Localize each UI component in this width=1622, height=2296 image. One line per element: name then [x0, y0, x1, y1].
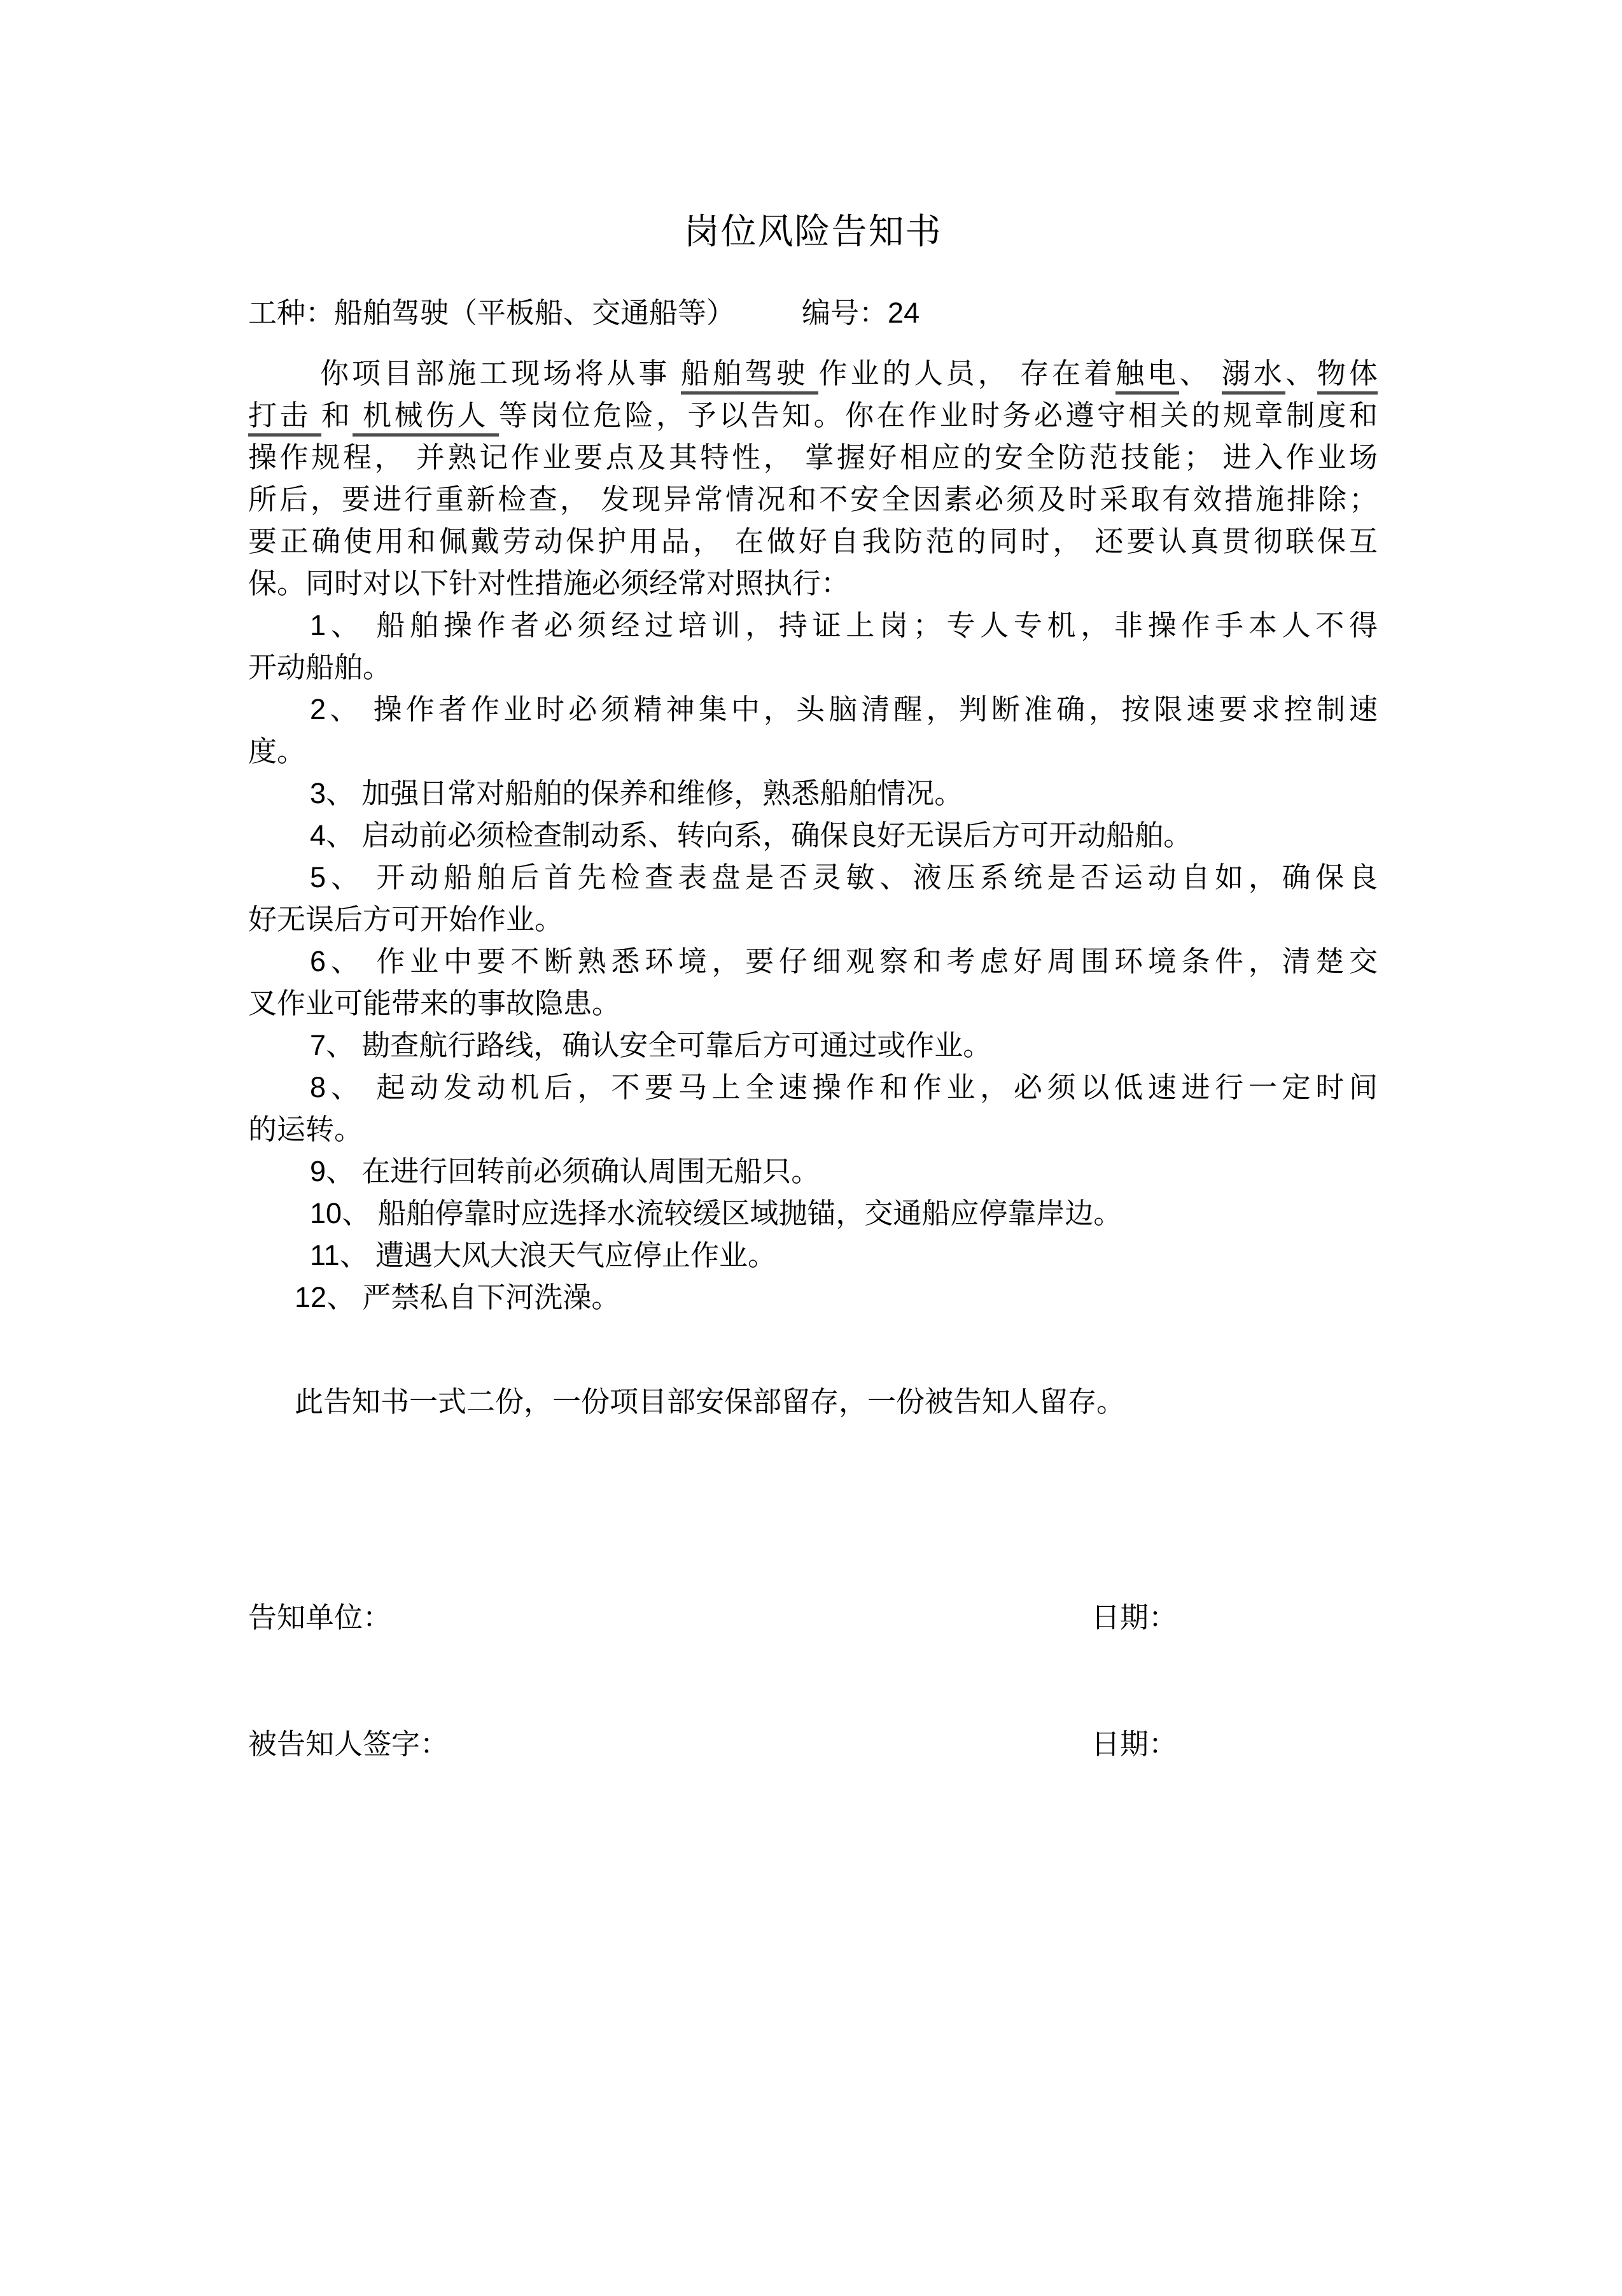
- list-item-line: 9、 在进行回转前必须确认周围无船只。: [310, 1155, 820, 1187]
- paragraph-line: [248, 353, 1378, 395]
- document-title: 岗位风险告知书: [683, 213, 942, 252]
- text-segment: 你项目部施工现场将从事: [320, 358, 681, 389]
- text-segment: 要正确使用和佩戴劳动保护用品， 在做好自我防范的同时， 还要认真贯彻联保互: [248, 526, 1378, 557]
- item-number: 8: [310, 1071, 326, 1103]
- list-item-line: 10、 船舶停靠时应选择水流较缓区域抛锚，交通船应停靠岸边。: [310, 1197, 1122, 1229]
- item-number: 4: [310, 819, 326, 851]
- notify-unit-label: 告知单位：: [248, 1602, 392, 1634]
- text-segment: 、: [1285, 358, 1317, 389]
- document-content: [248, 0, 1378, 1765]
- underlined-hazard-term: 机械伤人: [353, 400, 498, 437]
- continuation-line: 叉作业可能带来的事故隐患。: [248, 988, 621, 1019]
- item-number: 1: [310, 609, 326, 641]
- list-item-line: 11、 遭遇大风大浪天气应停止作业。: [310, 1239, 776, 1271]
- list-item-line: 6、 作业中要不断熟悉环境，要仔细观察和考虑好周围环境条件，清楚交: [310, 945, 1378, 977]
- underlined-hazard-term: 打击: [248, 400, 321, 437]
- continuation-line: 的运转。: [248, 1114, 363, 1145]
- item-number: 9: [310, 1155, 326, 1187]
- text-segment: 操作规程， 并熟记作业要点及其特性， 掌握好相应的安全防范技能； 进入作业场: [248, 442, 1378, 473]
- signer-row: [248, 1723, 1378, 1765]
- list-item-line: 8、 起动发动机后，不要马上全速操作和作业，必须以低速进行一定时间: [310, 1071, 1378, 1103]
- list-item-line: 1、 船舶操作者必须经过培训，持证上岗；专人专机，非操作手本人不得: [310, 609, 1378, 641]
- list-item-line: 2、 操作者作业时必须精神集中，头脑清醒，判断准确，按限速要求控制速: [310, 693, 1378, 725]
- list-item-line: 7、 勘查航行路线，确认安全可靠后方可通过或作业。: [310, 1029, 992, 1061]
- serial-label: 编号：: [802, 297, 888, 329]
- paragraph-line: [248, 395, 1378, 437]
- text-segment: 、: [1179, 358, 1222, 389]
- signer-label: 被告知人签字：: [248, 1728, 449, 1760]
- body-text: [248, 353, 1378, 1319]
- list-item-line: 5、 开动船舶后首先检查表盘是否灵敏、液压系统是否运动自如，确保良: [310, 861, 1378, 893]
- underlined-hazard-term: 物体: [1317, 358, 1378, 395]
- text-segment: 作业的人员， 存在着: [818, 358, 1116, 389]
- item-number: 7: [310, 1029, 326, 1061]
- text-segment: 等岗位危险，予以告知。你在作业时务必遵守相关的规章制度和: [498, 400, 1378, 431]
- closing-note: 此告知书一式二份，一份项目部安保部留存，一份被告知人留存。: [295, 1386, 1126, 1418]
- paragraph-line: [248, 479, 1378, 521]
- list-item-line: 3、 加强日常对船舶的保养和维修，熟悉船舶情况。: [310, 777, 963, 809]
- item-number: 5: [310, 861, 326, 893]
- continuation-line: 开动船舶。: [248, 652, 392, 683]
- meta-line: [248, 292, 1378, 334]
- continuation-line: 度。: [248, 736, 306, 767]
- work-type-label: 工种：: [248, 297, 335, 329]
- underlined-hazard-term: 触电: [1115, 358, 1179, 395]
- item-number: 11: [310, 1239, 340, 1271]
- list-item-line: 12、 严禁私自下河洗澡。: [295, 1281, 620, 1313]
- list-item-line: 4、 启动前必须检查制动系、转向系，确保良好无误后方可开动船舶。: [310, 819, 1192, 851]
- date-label: 日期：: [1091, 1728, 1178, 1760]
- item-number: 6: [310, 945, 326, 977]
- item-number: 12: [295, 1281, 327, 1313]
- text-segment: 和: [321, 400, 353, 431]
- underlined-hazard-term: 溺水: [1222, 358, 1285, 395]
- paragraph-line: [248, 563, 1378, 605]
- underlined-hazard-term: 船舶驾驶: [681, 358, 819, 395]
- serial-value: 24: [888, 297, 920, 329]
- continuation-line: 好无误后方可开始作业。: [248, 904, 564, 935]
- paragraph-line: [248, 521, 1378, 563]
- notify-unit-row: [248, 1597, 1378, 1639]
- text-segment: 所后，要进行重新检查， 发现异常情况和不安全因素必须及时采取有效措施排除；: [248, 484, 1378, 515]
- item-number: 10: [310, 1197, 342, 1229]
- work-type-value: 船舶驾驶（平板船、交通船等）: [334, 297, 736, 329]
- item-number: 2: [310, 693, 326, 725]
- paragraph-line: [248, 437, 1378, 479]
- item-number: 3: [310, 777, 326, 809]
- date-label: 日期：: [1091, 1602, 1178, 1634]
- text-segment: 保。同时对以下针对性措施必须经常对照执行：: [248, 568, 850, 599]
